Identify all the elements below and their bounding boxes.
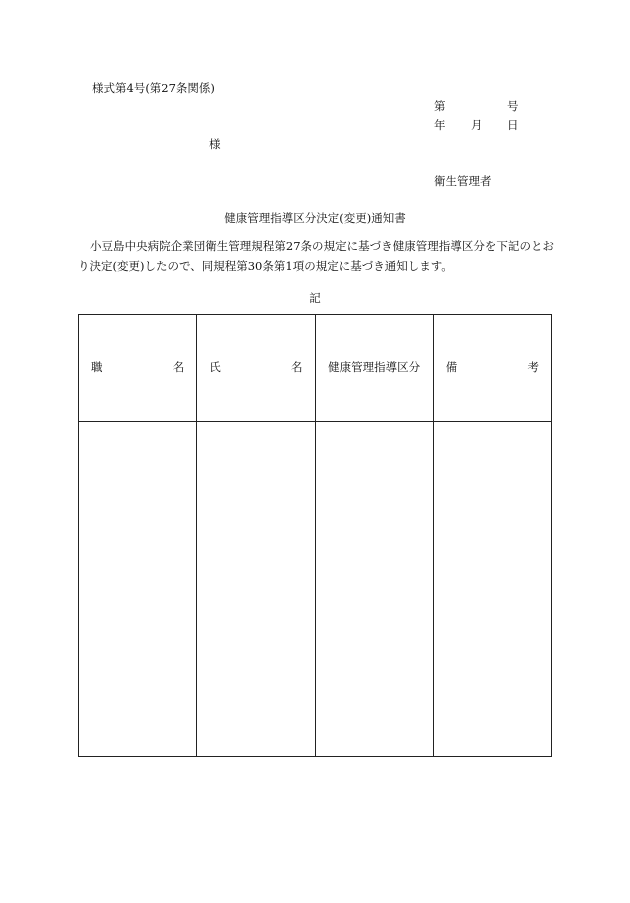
form-number: 様式第4号(第27条関係) [92, 81, 215, 95]
header-remarks-char-2: 考 [527, 360, 539, 375]
header-remarks-char-1: 備 [445, 360, 458, 375]
addressee-honorific: 様 [209, 137, 221, 151]
body-cell-guidance-category[interactable] [315, 422, 433, 757]
header-position-char-2: 名 [172, 360, 185, 375]
header-name-char-1: 氏 [209, 360, 221, 375]
date-month: 月 [471, 118, 483, 132]
document-title: 健康管理指導区分決定(変更)通知書 [224, 211, 406, 225]
body-cell-remarks[interactable] [433, 422, 551, 757]
header-cell-remarks [433, 315, 551, 422]
date-year: 年 [434, 118, 446, 132]
header-guidance-category: 健康管理指導区分 [328, 360, 421, 375]
body-cell-name[interactable] [197, 422, 315, 757]
header-cell-guidance-category [315, 315, 433, 422]
document-number-prefix: 第 [434, 99, 446, 113]
notification-table [78, 314, 552, 757]
header-position-char-1: 職 [91, 360, 103, 375]
table-body-row [79, 422, 552, 757]
body-cell-position[interactable] [79, 422, 197, 757]
document-number-suffix: 号 [507, 99, 519, 113]
header-cell-position [79, 315, 197, 422]
issuer: 衛生管理者 [434, 174, 492, 188]
header-cell-name [197, 315, 315, 422]
date-day: 日 [507, 118, 519, 132]
note-label: 記 [309, 291, 321, 305]
body-text: 小豆島中央病院企業団衛生管理規程第27条の規定に基づき健康管理指導区分を下記のとおり決定(変更)したので、同規程第30条第1項の規定に基づき通知します。 [78, 239, 554, 273]
header-name-char-2: 名 [291, 360, 303, 375]
table-header-row [79, 315, 552, 422]
